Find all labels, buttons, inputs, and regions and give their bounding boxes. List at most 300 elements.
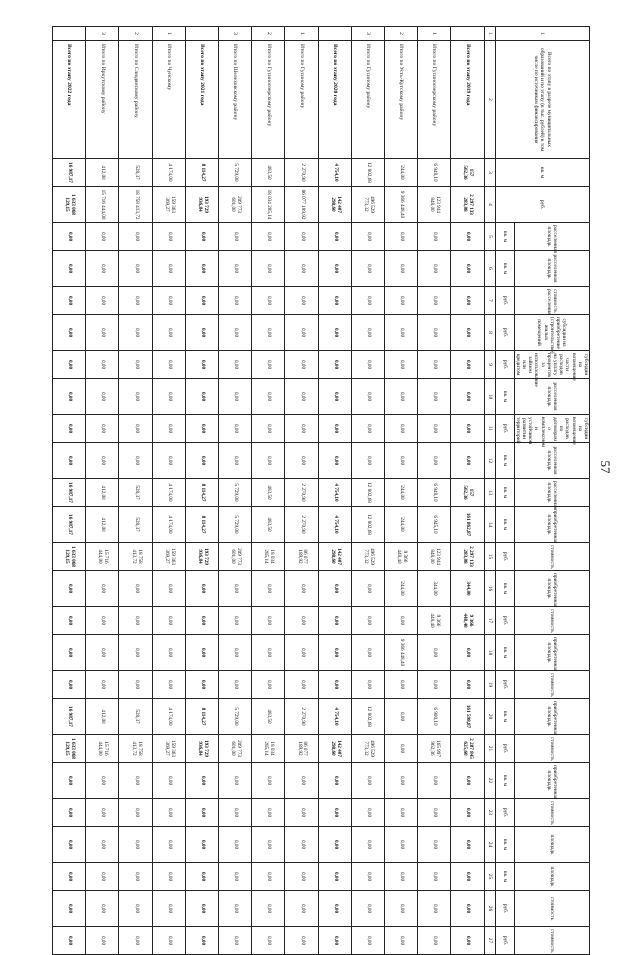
row-value-cell: 0,00	[351, 671, 384, 699]
row-value-cell: 0,00	[318, 223, 351, 251]
row-value-cell: 6 945,10	[418, 507, 451, 543]
row-label: Итого по Шелеховскому району	[219, 41, 252, 159]
header-group-label: приобретенная площадь	[514, 571, 589, 607]
row-value-cell: 0,00	[351, 927, 384, 955]
row-value-cell: 0,00	[385, 735, 418, 763]
header-column-number: 27	[484, 927, 495, 955]
row-value-cell: 0,00	[252, 927, 285, 955]
row-value-cell: 0,00	[285, 571, 318, 607]
row-value-cell: 0,00	[318, 251, 351, 287]
row-value-cell: 0,00	[53, 827, 86, 863]
row-value-cell: 5 729,00	[219, 507, 252, 543]
row-value-cell: 0,00	[86, 863, 119, 891]
header-group-label: стоимость	[514, 543, 589, 571]
row-number: 2	[385, 27, 418, 41]
header-group-units: кв. м	[495, 635, 514, 671]
table-row	[385, 27, 418, 955]
row-value-cell: 0,00	[185, 763, 218, 799]
row-number	[185, 27, 218, 41]
row-value-cell: 0,00	[418, 863, 451, 891]
row-value-cell: 0,00	[385, 891, 418, 927]
row-value-cell: 0,00	[152, 927, 185, 955]
row-value-cell: 209 773 601,00	[219, 735, 252, 763]
row-value-cell: 2 270,90	[285, 699, 318, 735]
header-column-number: 7	[484, 287, 495, 315]
row-value-cell: 0,00	[152, 607, 185, 635]
row-value-cell: 496 529 773,32	[351, 187, 384, 223]
row-value-cell: 5 729,00	[219, 699, 252, 735]
row-value-cell: 0,00	[152, 315, 185, 351]
row-value-cell: 15 716 444,00	[86, 735, 119, 763]
row-value-cell: 0,00	[119, 351, 152, 379]
row-value-cell: 0,00	[418, 671, 451, 699]
row-value-cell: 0,00	[86, 763, 119, 799]
row-value-cell: 0,00	[385, 699, 418, 735]
row-value-cell: 0,00	[318, 863, 351, 891]
row-value-cell: 0,00	[119, 415, 152, 443]
row-value-cell: 244,00	[385, 571, 418, 607]
row-value-cell: 483,50	[252, 507, 285, 543]
row-value-cell: 0,00	[418, 927, 451, 955]
row-value-cell: 157 562,36	[451, 159, 484, 187]
row-value-cell: 344,00	[418, 571, 451, 607]
row-value-cell: 0,00	[219, 863, 252, 891]
header-group-units: кв. м	[495, 863, 514, 891]
row-value-cell: 4 174,00	[152, 507, 185, 543]
row-value-cell: 5 729,00	[219, 479, 252, 507]
header-group-units: руб.	[495, 607, 514, 635]
header-group-label: субсидии на возмещение расходов по договорам о комплексном и устойчивом развитии территорий	[514, 415, 589, 443]
row-value-cell: 244,00	[385, 159, 418, 187]
header-group-label: расселенная площадь	[514, 443, 589, 479]
header-group-label: стоимость	[514, 735, 589, 763]
header-column-number: 20	[484, 699, 495, 735]
table-row	[285, 27, 318, 955]
row-value-cell: 0,00	[86, 607, 119, 635]
row-value-cell: 6 948,10	[418, 479, 451, 507]
row-value-cell: 142 407 298,60	[318, 187, 351, 223]
row-value-cell: 412,00	[86, 479, 119, 507]
row-value-cell: 4 174,00	[152, 159, 185, 187]
row-value-cell: 0,00	[418, 351, 451, 379]
row-value-cell: 9 366 448,40	[451, 607, 484, 635]
row-value-cell: 0,00	[285, 671, 318, 699]
row-value-cell: 483,50	[252, 159, 285, 187]
row-value-cell: 0,00	[418, 415, 451, 443]
row-value-cell: 0,00	[53, 571, 86, 607]
row-value-cell: 12 802,68	[351, 507, 384, 543]
row-value-cell: 528,37	[119, 479, 152, 507]
row-value-cell: 0,00	[451, 927, 484, 955]
row-value-cell: 8 114,27	[185, 479, 218, 507]
row-value-cell: 0,00	[86, 671, 119, 699]
row-value-cell: 0,00	[152, 763, 185, 799]
row-value-cell: 0,00	[318, 799, 351, 827]
row-value-cell: 0,00	[152, 827, 185, 863]
header-column-number: 26	[484, 891, 495, 927]
row-value-cell: 0,00	[451, 287, 484, 315]
row-value-cell: 9 366 448,40	[385, 635, 418, 671]
row-value-cell: 0,00	[285, 315, 318, 351]
row-value-cell: 0,00	[185, 287, 218, 315]
row-value-cell: 0,00	[119, 607, 152, 635]
row-value-cell: 0,00	[185, 827, 218, 863]
row-value-cell: 0,00	[86, 891, 119, 927]
row-value-cell: 0,00	[219, 635, 252, 671]
row-value-cell: 0,00	[385, 443, 418, 479]
header-group-units: руб.	[495, 351, 514, 379]
row-value-cell: 8 114,27	[185, 159, 218, 187]
row-value-cell: 0,00	[86, 379, 119, 415]
header-group-units: кв. м	[495, 223, 514, 251]
table-rotation-frame	[52, 26, 590, 953]
row-value-cell: 0,00	[351, 251, 384, 287]
row-value-cell: 0,00	[285, 799, 318, 827]
header-column-number: 12	[484, 443, 495, 479]
row-value-cell: 0,00	[252, 571, 285, 607]
row-value-cell: 0,00	[219, 351, 252, 379]
header-group-label: субсидии на приобретение (строительство) жилых помещений	[514, 315, 589, 351]
header-group-units: руб.	[495, 735, 514, 763]
row-value-cell: 15 716 444,00	[86, 187, 119, 223]
row-value-cell: 0,00	[53, 607, 86, 635]
row-number: 1	[285, 27, 318, 41]
row-value-cell: 0,00	[252, 799, 285, 827]
header-column-number: 19	[484, 671, 495, 699]
row-number	[53, 27, 86, 41]
row-value-cell: 528,37	[119, 699, 152, 735]
row-label: Итого по Гусиноозерскому району	[252, 41, 285, 159]
row-value-cell: 0,00	[385, 379, 418, 415]
row-value-cell: 0,00	[53, 763, 86, 799]
header-group-units: руб.	[495, 671, 514, 699]
row-value-cell: 0,00	[418, 827, 451, 863]
row-value-cell: 0,00	[185, 379, 218, 415]
row-value-cell: 0,00	[53, 315, 86, 351]
row-label: Итого по Гусиному району	[351, 41, 384, 159]
header-column-number: 13	[484, 479, 495, 507]
row-label: Итого по Усть-Кутскому району	[385, 41, 418, 159]
row-value-cell: 0,00	[119, 863, 152, 891]
row-value-cell: 15 716 444,00	[86, 543, 119, 571]
row-value-cell: 0,00	[385, 827, 418, 863]
row-value-cell: 0,00	[152, 671, 185, 699]
row-number: 1	[418, 27, 451, 41]
row-value-cell: 0,00	[318, 607, 351, 635]
row-value-cell: 0,00	[318, 315, 351, 351]
row-value-cell: 12 802,68	[351, 479, 384, 507]
header-group-label: расселенная площадь	[514, 379, 589, 415]
row-value-cell: 0,00	[86, 223, 119, 251]
row-value-cell: 6 948,10	[418, 159, 451, 187]
row-value-cell: 2 297 133 283,08	[451, 187, 484, 223]
table-row	[351, 27, 384, 955]
row-value-cell: 0,00	[451, 763, 484, 799]
row-value-cell: 0,00	[119, 443, 152, 479]
row-value-cell: 0,00	[185, 571, 218, 607]
header-group-units: руб.	[495, 287, 514, 315]
row-value-cell: 0,00	[86, 251, 119, 287]
row-value-cell: 165 997 962,36	[418, 735, 451, 763]
row-number	[451, 27, 484, 41]
row-value-cell: 0,00	[285, 607, 318, 635]
row-value-cell: 0,00	[451, 891, 484, 927]
row-value-cell: 0,00	[53, 671, 86, 699]
header-group-label: стоимость	[514, 799, 589, 827]
row-value-cell: 0,00	[318, 927, 351, 955]
row-label: Всего по этапу 2019 года	[451, 41, 484, 159]
row-value-cell: 0,00	[385, 607, 418, 635]
row-value-cell: 0,00	[86, 415, 119, 443]
header-group-units: руб.	[495, 415, 514, 443]
header-group-label: субсидии на возмещение части расходов на уплату процентов за использование займом или кредитом	[514, 351, 589, 379]
header-column-number: 11	[484, 415, 495, 443]
row-value-cell: 0,00	[385, 251, 418, 287]
row-value-cell: 0,00	[252, 763, 285, 799]
row-value-cell: 0,00	[351, 799, 384, 827]
row-value-cell: 0,00	[152, 287, 185, 315]
row-value-cell: 0,00	[351, 223, 384, 251]
row-label: Всего по этапу 2020 года	[318, 41, 351, 159]
header-column-number: 2	[484, 41, 495, 159]
page-number: 57	[598, 460, 613, 474]
header-column-number: 4	[484, 187, 495, 223]
row-value-cell: 483,50	[252, 699, 285, 735]
row-value-cell: 0,00	[285, 763, 318, 799]
row-value-cell: 1 633 068 129,15	[53, 735, 86, 763]
header-group-label: площадь	[514, 863, 589, 891]
row-value-cell: 0,00	[252, 251, 285, 287]
row-value-cell: 193 729 936,84	[185, 187, 218, 223]
row-value-cell: 0,00	[351, 351, 384, 379]
row-value-cell: 0,00	[318, 763, 351, 799]
row-value-cell: 193 729 936,84	[185, 735, 218, 763]
row-value-cell: 2 287 845 625,60	[451, 735, 484, 763]
row-value-cell: 0,00	[152, 863, 185, 891]
row-value-cell: 0,00	[285, 223, 318, 251]
row-label: Итого по Гусиному району	[285, 41, 318, 159]
row-value-cell: 18 034 285,14	[252, 187, 285, 223]
row-value-cell: 0,00	[385, 223, 418, 251]
row-value-cell: 16 987,17	[53, 507, 86, 543]
row-value-cell: 142 407 298,60	[318, 735, 351, 763]
row-value-cell: 0,00	[152, 635, 185, 671]
row-value-cell: 0,00	[351, 607, 384, 635]
row-value-cell: 0,00	[219, 607, 252, 635]
row-label: Итого по Гусиноозерскому району	[418, 41, 451, 159]
row-value-cell: 0,00	[351, 415, 384, 443]
row-label: Итого по Иркутскому району	[86, 41, 119, 159]
rotated-table-container	[52, 26, 590, 953]
row-value-cell: 0,00	[385, 351, 418, 379]
row-value-cell: 0,00	[451, 799, 484, 827]
row-value-cell: 0,00	[418, 315, 451, 351]
row-value-cell: 0,00	[418, 379, 451, 415]
row-value-cell: 1 633 068 129,15	[53, 543, 86, 571]
row-value-cell: 0,00	[86, 927, 119, 955]
header-row-groups	[514, 27, 589, 955]
row-value-cell: 157 562,36	[451, 479, 484, 507]
row-value-cell: 159 363 369,27	[152, 543, 185, 571]
row-value-cell: 9 366 448,40	[385, 187, 418, 223]
row-value-cell: 0,00	[385, 763, 418, 799]
row-value-cell: 0,00	[252, 443, 285, 479]
row-value-cell: 142 407 298,60	[318, 543, 351, 571]
header-group-units: руб.	[495, 543, 514, 571]
row-value-cell: 8 114,27	[185, 699, 218, 735]
row-value-cell: 18 758 413,72	[119, 187, 152, 223]
header-group-label: стоимость	[514, 607, 589, 635]
row-value-cell: 0,00	[351, 443, 384, 479]
row-value-cell: 0,00	[53, 251, 86, 287]
row-value-cell: 0,00	[385, 287, 418, 315]
row-value-cell: 5 729,00	[219, 159, 252, 187]
table-header	[484, 27, 589, 955]
row-value-cell: 0,00	[119, 891, 152, 927]
row-value-cell: 483,50	[252, 479, 285, 507]
row-value-cell: 0,00	[119, 223, 152, 251]
row-value-cell: 2 270,90	[285, 159, 318, 187]
row-value-cell: 0,00	[451, 351, 484, 379]
row-value-cell: 0,00	[53, 443, 86, 479]
row-value-cell: 0,00	[418, 635, 451, 671]
row-value-cell: 159 363 369,27	[152, 187, 185, 223]
row-value-cell: 0,00	[219, 315, 252, 351]
row-value-cell: 0,00	[285, 635, 318, 671]
row-value-cell: 8 114,27	[185, 507, 218, 543]
row-value-cell: 0,00	[252, 891, 285, 927]
table-row	[219, 27, 252, 955]
header-group-units: кв. м	[495, 699, 514, 735]
header-group-label: стоимость	[514, 927, 589, 955]
header-group-units: кв. м	[495, 251, 514, 287]
row-value-cell: 0,00	[252, 223, 285, 251]
header-group-units: кв. м	[495, 571, 514, 607]
row-value-cell: 0,00	[219, 671, 252, 699]
row-value-cell: 6 900,10	[418, 699, 451, 735]
row-value-cell: 0,00	[318, 287, 351, 315]
table-row	[185, 27, 218, 955]
row-number: 3	[351, 27, 384, 41]
row-value-cell: 4 754,10	[318, 699, 351, 735]
row-value-cell: 0,00	[418, 763, 451, 799]
row-value-cell: 0,00	[451, 251, 484, 287]
row-value-cell: 0,00	[219, 251, 252, 287]
row-value-cell: 0,00	[53, 799, 86, 827]
header-group-units: кв. м	[495, 379, 514, 415]
row-value-cell: 0,00	[53, 927, 86, 955]
header-group-label: расселенная площадь	[514, 479, 589, 507]
header-group-label: расселенная площадь	[514, 251, 589, 287]
row-value-cell: 0,00	[318, 415, 351, 443]
row-value-cell: 0,00	[351, 287, 384, 315]
row-value-cell: 0,00	[219, 763, 252, 799]
row-value-cell: 0,00	[86, 287, 119, 315]
row-value-cell: 0,00	[252, 863, 285, 891]
row-value-cell: 4 174,00	[152, 699, 185, 735]
row-value-cell: 0,00	[53, 379, 86, 415]
row-value-cell: 0,00	[219, 827, 252, 863]
row-value-cell: 0,00	[119, 251, 152, 287]
header-column-number: 25	[484, 863, 495, 891]
row-value-cell: 0,00	[219, 379, 252, 415]
row-value-cell: 0,00	[86, 315, 119, 351]
row-value-cell: 0,00	[86, 443, 119, 479]
row-value-cell: 0,00	[418, 891, 451, 927]
resettlement-table	[52, 26, 590, 955]
row-value-cell: 18 758 413,72	[119, 543, 152, 571]
header-column-number: 5	[484, 223, 495, 251]
row-value-cell: 0,00	[152, 799, 185, 827]
row-value-cell: 0,00	[119, 927, 152, 955]
row-value-cell: 0,00	[252, 827, 285, 863]
row-value-cell: 0,00	[451, 223, 484, 251]
table-row	[418, 27, 451, 955]
row-value-cell: 4 174,00	[152, 479, 185, 507]
row-value-cell: 0,00	[451, 863, 484, 891]
row-value-cell: 0,00	[86, 571, 119, 607]
row-number: 3	[86, 27, 119, 41]
row-value-cell: 0,00	[285, 927, 318, 955]
row-value-cell: 0,00	[86, 351, 119, 379]
row-value-cell: 0,00	[252, 671, 285, 699]
row-value-cell: 0,00	[285, 891, 318, 927]
row-value-cell: 0,00	[185, 799, 218, 827]
row-value-cell: 0,00	[385, 799, 418, 827]
row-value-cell: 0,00	[219, 443, 252, 479]
row-value-cell: 0,00	[86, 827, 119, 863]
header-column-number: 9	[484, 351, 495, 379]
table-row	[53, 27, 86, 955]
row-value-cell: 0,00	[385, 415, 418, 443]
row-value-cell: 0,00	[351, 891, 384, 927]
row-value-cell: 0,00	[385, 863, 418, 891]
row-value-cell: 0,00	[385, 927, 418, 955]
row-value-cell: 0,00	[318, 891, 351, 927]
header-group-units: руб.	[495, 315, 514, 351]
row-value-cell: 496 529 773,32	[351, 735, 384, 763]
header-column-number: 17	[484, 607, 495, 635]
row-value-cell: 86 077 189,92	[285, 735, 318, 763]
row-value-cell: 0,00	[119, 635, 152, 671]
row-value-cell: 16 987,17	[53, 479, 86, 507]
row-value-cell: 0,00	[451, 443, 484, 479]
row-value-cell: 0,00	[119, 571, 152, 607]
row-number: 1	[152, 27, 185, 41]
header-group-label: стоимость	[514, 671, 589, 699]
row-value-cell: 12 802,68	[351, 159, 384, 187]
row-value-cell: 0,00	[318, 571, 351, 607]
header-column-number: 14	[484, 507, 495, 543]
table-row	[318, 27, 351, 955]
row-value-cell: 4 754,10	[318, 479, 351, 507]
header-group-label: стоимость	[514, 891, 589, 927]
row-value-cell: 528,37	[119, 159, 152, 187]
row-value-cell: 1 633 068 129,15	[53, 187, 86, 223]
row-value-cell: 0,00	[185, 415, 218, 443]
row-value-cell: 0,00	[219, 799, 252, 827]
header-group-label: приобретенная площадь	[514, 699, 589, 735]
row-value-cell: 0,00	[418, 287, 451, 315]
header-group-units: руб.	[495, 799, 514, 827]
row-value-cell: 123 944 848,00	[418, 543, 451, 571]
header-group-label: приобретенная площадь	[514, 763, 589, 799]
header-group-units: руб.	[495, 891, 514, 927]
row-value-cell: 0,00	[451, 827, 484, 863]
header-area-units: кв. м	[495, 159, 589, 187]
row-value-cell: 0,00	[385, 671, 418, 699]
row-value-cell: 0,00	[318, 443, 351, 479]
